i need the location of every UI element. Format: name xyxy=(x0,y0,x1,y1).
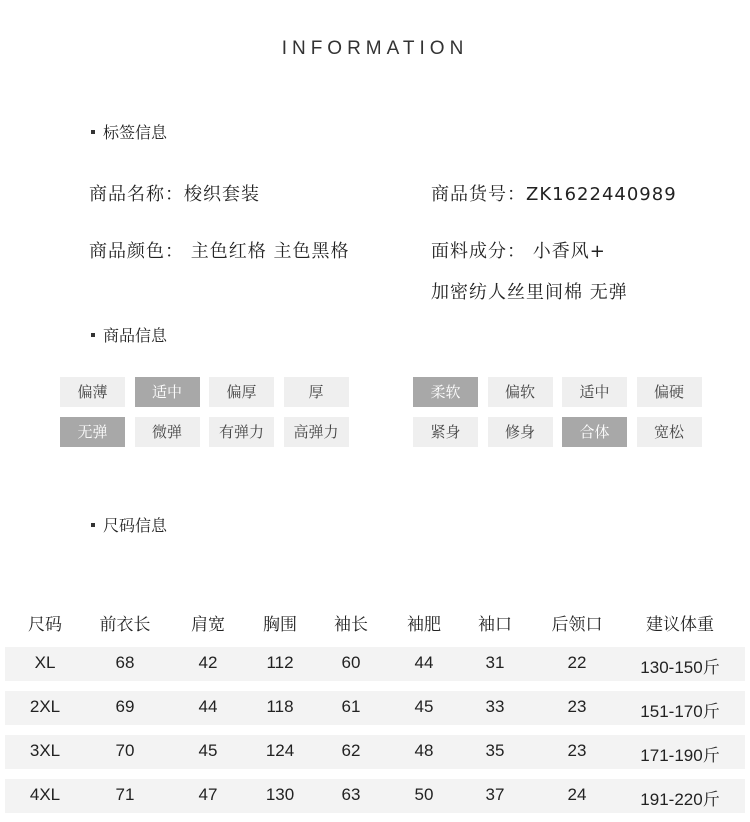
table-row xyxy=(5,735,745,769)
tag-elasticity: 高弹力 xyxy=(284,417,349,447)
fabric-composition: 面料成分： 小香风+ xyxy=(431,241,606,262)
table-cell: 130 xyxy=(265,785,295,804)
tag-fit: 合体 xyxy=(562,417,627,447)
table-cell: 70 xyxy=(115,741,135,760)
table-cell: 37 xyxy=(485,785,505,804)
table-cell: 35 xyxy=(485,741,505,760)
table-cell: 171-190斤 xyxy=(640,746,720,765)
table-cell: 68 xyxy=(115,653,135,672)
column-header: 尺码 xyxy=(28,615,62,635)
column-header: 前衣长 xyxy=(99,615,151,635)
table-cell: 60 xyxy=(341,653,361,672)
table-cell: 124 xyxy=(265,741,295,760)
tag-softness: 适中 xyxy=(562,377,627,407)
table-cell: 130-150斤 xyxy=(640,658,720,677)
table-cell: 33 xyxy=(485,697,505,716)
table-cell: 23 xyxy=(567,741,587,760)
table-row xyxy=(5,647,745,681)
table-cell: 63 xyxy=(341,785,361,804)
column-header: 袖长 xyxy=(334,615,368,635)
table-cell: 31 xyxy=(485,653,505,672)
column-header: 后领口 xyxy=(551,615,603,635)
tag-thickness: 偏厚 xyxy=(209,377,274,407)
fabric-composition-cont: 加密纺人丝里间棉 无弹 xyxy=(431,282,628,303)
bullet-icon xyxy=(91,523,95,527)
table-cell: 22 xyxy=(567,653,587,672)
table-cell: 44 xyxy=(198,697,218,716)
table-cell: 61 xyxy=(341,697,361,716)
table-cell: 118 xyxy=(266,697,294,716)
bullet-icon xyxy=(91,333,95,337)
table-cell: 45 xyxy=(414,697,434,716)
tag-fit: 紧身 xyxy=(413,417,478,447)
table-cell: 44 xyxy=(414,653,434,672)
table-cell: 151-170斤 xyxy=(640,702,720,721)
table-header xyxy=(0,600,750,640)
tag-fit: 修身 xyxy=(488,417,553,447)
table-cell: 112 xyxy=(266,653,294,672)
table-cell: 42 xyxy=(198,653,218,672)
table-cell: XL xyxy=(34,653,56,672)
page-title: INFORMATION xyxy=(281,38,469,59)
tag-elasticity: 微弹 xyxy=(135,417,200,447)
tag-softness: 柔软 xyxy=(413,377,478,407)
table-cell: 62 xyxy=(341,741,361,760)
table-row xyxy=(5,779,745,813)
column-header: 建议体重 xyxy=(646,615,714,635)
table-cell: 71 xyxy=(115,785,135,804)
product-name: 商品名称：梭织套装 xyxy=(89,184,260,205)
table-row xyxy=(5,691,745,725)
table-cell: 47 xyxy=(198,785,218,804)
section-title: 尺码信息 xyxy=(103,516,168,535)
table-cell: 48 xyxy=(414,741,434,760)
section-product-info xyxy=(91,323,167,346)
column-header: 肩宽 xyxy=(191,615,225,635)
table-cell: 4XL xyxy=(29,785,61,804)
section-title: 标签信息 xyxy=(103,123,168,142)
table-cell: 69 xyxy=(115,697,135,716)
tag-softness: 偏硬 xyxy=(637,377,702,407)
tag-thickness: 适中 xyxy=(135,377,200,407)
product-color: 商品颜色： 主色红格 主色黑格 xyxy=(89,241,350,262)
table-cell: 24 xyxy=(567,785,587,804)
table-cell: 3XL xyxy=(29,741,61,760)
tag-elasticity: 无弹 xyxy=(60,417,125,447)
tag-thickness: 偏薄 xyxy=(60,377,125,407)
tag-elasticity: 有弹力 xyxy=(209,417,274,447)
section-label-info xyxy=(91,120,167,143)
column-header: 袖口 xyxy=(478,615,512,635)
table-cell: 50 xyxy=(414,785,434,804)
bullet-icon xyxy=(91,130,95,134)
tag-fit: 宽松 xyxy=(637,417,702,447)
tag-thickness: 厚 xyxy=(284,377,349,407)
table-cell: 45 xyxy=(198,741,218,760)
column-header: 胸围 xyxy=(263,615,297,635)
table-cell: 2XL xyxy=(29,697,61,716)
column-header: 袖肥 xyxy=(407,615,441,635)
table-cell: 23 xyxy=(567,697,587,716)
section-title: 商品信息 xyxy=(103,326,168,345)
product-sku: 商品货号：ZK1622440989 xyxy=(431,184,677,205)
tag-softness: 偏软 xyxy=(488,377,553,407)
section-size-info xyxy=(91,513,167,536)
table-cell: 191-220斤 xyxy=(640,790,720,809)
